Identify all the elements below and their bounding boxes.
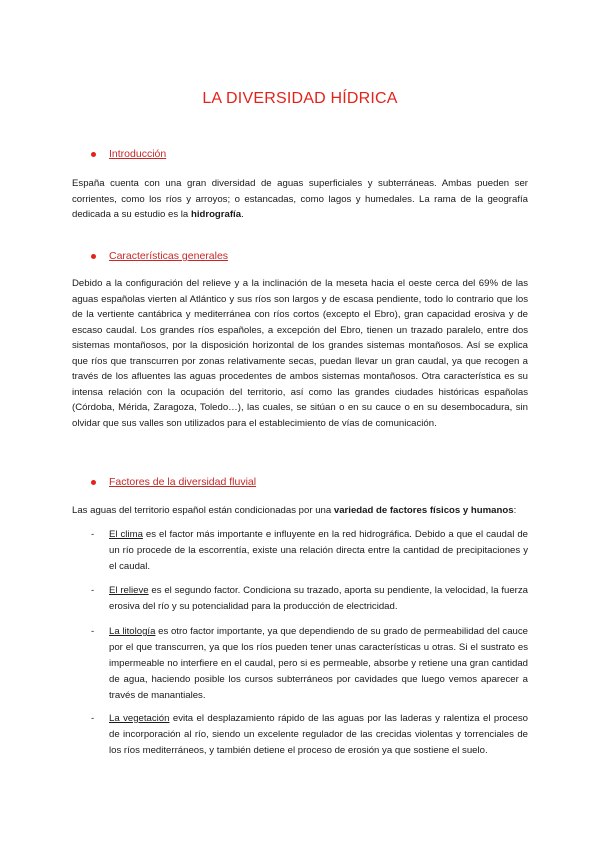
factors-intro-paragraph <box>72 503 528 519</box>
list-item-text: es el factor más importante e influyente en la red hidrográfica. Debido a que el caudal de un río procede de la escorrentía, existe una relación directa entre la cantidad de precipitaciones y el caudal. <box>109 529 528 572</box>
section-heading-intro <box>91 148 166 160</box>
list-item-litologia <box>91 624 528 704</box>
section-heading-label: Factores de la diversidad fluvial <box>109 476 257 488</box>
list-item-text: es el segundo factor. Condiciona su trazado, aporta su pendiente, la velocidad, la fuerza erosiva del río y su potencialidad para la producción de electricidad. <box>109 585 528 612</box>
bullet-icon <box>91 254 96 259</box>
list-item-text: es otro factor importante, ya que dependiendo de su grado de permeabilidad del cauce por el que transcurren, ya que los ríos pueden tener unas características u otras. Si el sustrato es impermeable no interfiere en el caudal, pero si es permeable, absorbe y retiene una gran cantidad de agua, haciendo posible los cursos subterráneos por cavidades que luego vemos aparecer a través de manantiales. <box>109 626 529 701</box>
list-item-vegetacion <box>91 711 528 759</box>
list-item-relieve <box>91 583 528 615</box>
section-heading-general <box>91 250 228 262</box>
section-heading-label: Características generales <box>109 250 229 262</box>
factors-intro-end: : <box>513 505 517 516</box>
intro-bold-term: hidrografía <box>190 209 242 220</box>
intro-paragraph <box>72 176 528 223</box>
list-item-clima <box>91 527 528 575</box>
bullet-icon <box>91 152 96 157</box>
page-title: LA DIVERSIDAD HÍDRICA <box>202 90 398 107</box>
intro-text: España cuenta con una gran diversidad de aguas superficiales y subterráneas. Ambas pueden ser corrientes, como los ríos y arroyos; o estancadas, como lagos y humedales. La rama de la geografía dedicada a su estudio es la <box>72 178 528 220</box>
dash-bullet: - <box>91 713 95 724</box>
dash-bullet: - <box>91 626 95 637</box>
list-item-term: El clima <box>109 529 143 540</box>
dash-bullet: - <box>91 585 95 596</box>
section-heading-label: Introducción <box>109 148 167 160</box>
list-item-term: La vegetación <box>109 713 170 724</box>
bullet-icon <box>91 480 96 485</box>
factors-intro-bold: variedad de factores físicos y humanos <box>333 505 514 516</box>
intro-end: . <box>241 209 244 220</box>
list-item-text: evita el desplazamiento rápido de las aguas por las laderas y ralentiza el proceso de incorporación al río, siendo un excelente regulador de las crecidas violentas y torrenciales de los ríos mediterráneos, y también detiene el proceso de erosión ya que sostiene el suelo. <box>109 713 528 756</box>
factors-intro-text: Las aguas del territorio español están condicionadas por una <box>72 505 334 516</box>
section-heading-factors <box>91 476 256 488</box>
general-paragraph: Debido a la configuración del relieve y a la inclinación de la meseta hacia el oeste cerca del 69% de las aguas españolas vierten al Atlántico y sus ríos son largos y de escasa pendiente, todo lo contrario que los de la vertiente cantábrica y mediterránea con ríos cortos (excepto el Ebro), gran capacidad erosiva y de escaso caudal. Los grandes ríos españoles, a excepción del Ebro, tienen un trazado paralelo, entre dos sistemas montañosos, por la disposición horizontal de los grandes sistemas montañosos. Así se explica que ríos que transcurren por zonas relativamente secas, puedan llevar un gran caudal, ya que recogen a través de los afluentes las aguas procedentes de ambos sistemas montañosos. Otra característica es su intensa relación con la ocupación del territorio, así como las grandes ciudades históricas españolas (Córdoba, Mérida, Zaragoza, Toledo…), las cuales, se sitúan o en su cauce o en su desembocadura, sin olvidar que sus valles son utilizados para el establecimiento de vías de comunicación. <box>72 278 528 429</box>
list-item-term: La litología <box>109 626 156 637</box>
list-item-term: El relieve <box>109 585 149 596</box>
dash-bullet: - <box>91 529 95 540</box>
